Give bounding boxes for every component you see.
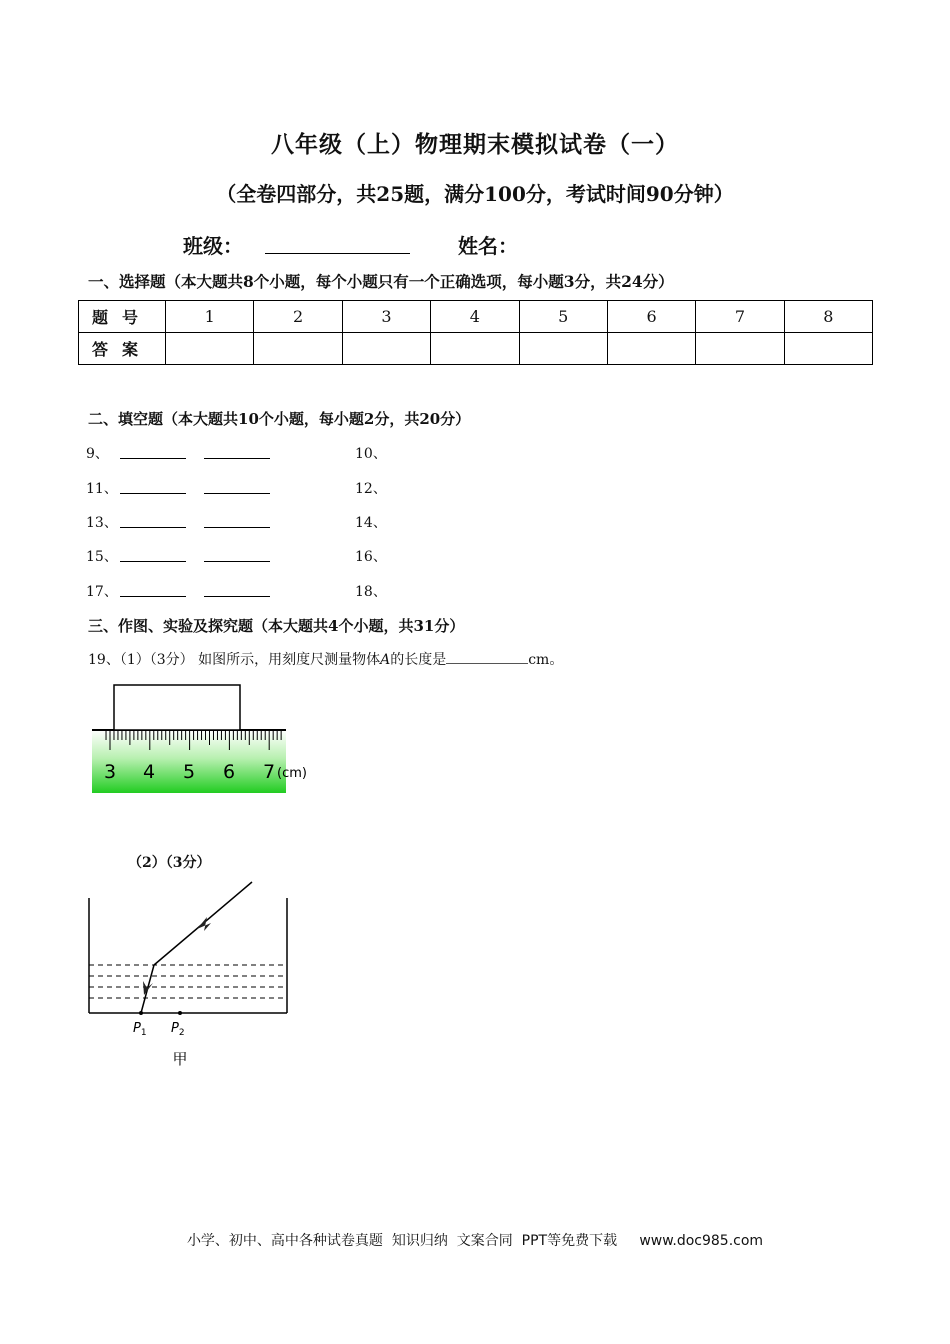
table-cell: 2 — [254, 301, 342, 333]
fill-blank[interactable] — [204, 458, 270, 459]
fill-item-label: 9、 — [86, 446, 109, 462]
fill-blank[interactable] — [120, 458, 186, 459]
ruler-figure — [88, 680, 328, 800]
q19-middle: 的长度是 — [390, 652, 447, 668]
answer-cell[interactable] — [431, 333, 519, 365]
ruler-label: 7 — [262, 761, 276, 783]
table-cell: 5 — [519, 301, 607, 333]
fill-item-label: 12、 — [355, 481, 387, 497]
question-19-part2: （2）（3分） — [128, 855, 211, 871]
fill-item-label: 17、 — [86, 584, 118, 600]
table-cell: 3 — [342, 301, 430, 333]
answer-table — [78, 300, 873, 365]
table-row-numbers — [79, 301, 873, 333]
answer-cell[interactable] — [254, 333, 342, 365]
fill-item-label: 13、 — [86, 515, 118, 531]
q19-answer-blank[interactable] — [446, 651, 528, 664]
answer-cell[interactable] — [607, 333, 695, 365]
figure-caption: 甲 — [172, 1050, 188, 1068]
fill-blank[interactable] — [204, 493, 270, 494]
question-19-part1 — [88, 649, 563, 669]
footer-text: 小学、初中、高中各种试卷真题 知识归纳 文案合同 PPT等免费下载 www.doc985.com — [186, 1233, 764, 1249]
section3-title: 三、作图、实验及探究题（本大题共4个小题，共31分） — [88, 617, 465, 635]
ruler-label: 3 — [103, 761, 117, 783]
refraction-figure — [80, 875, 300, 1075]
q19-prefix: 19、（1）（3分） 如图所示，用刻度尺测量物体 — [88, 652, 381, 668]
ruler-unit: (cm) — [277, 766, 307, 781]
fill-item-label: 16、 — [355, 549, 387, 565]
table-cell: 8 — [784, 301, 872, 333]
page-title: 八年级（上）物理期末模拟试卷（一） — [271, 131, 679, 158]
fill-item-label: 11、 — [86, 481, 118, 497]
fill-item-label: 10、 — [355, 446, 387, 462]
fill-blank[interactable] — [204, 596, 270, 597]
class-field[interactable] — [265, 253, 410, 254]
fill-blank[interactable] — [120, 527, 186, 528]
point-p2-label: $P_2$ — [171, 1021, 185, 1038]
table-row-answers — [79, 333, 873, 365]
refracted-arrow-icon — [143, 981, 153, 995]
q19-variable: A — [380, 652, 391, 668]
answer-cell[interactable] — [342, 333, 430, 365]
section1-title: 一、选择题（本大题共8个小题，每个小题只有一个正确选项，每小题3分，共24分） — [88, 272, 674, 291]
table-cell: 1 — [166, 301, 254, 333]
fill-item-label: 15、 — [86, 549, 118, 565]
water-surface-lines — [89, 965, 287, 998]
point-p2-dot — [178, 1011, 182, 1015]
answer-cell[interactable] — [166, 333, 254, 365]
row-label-number: 题号 — [79, 301, 166, 333]
fill-blank[interactable] — [120, 561, 186, 562]
fill-item-label: 14、 — [355, 515, 387, 531]
fill-blank[interactable] — [120, 493, 186, 494]
row-label-answer: 答案 — [79, 333, 166, 365]
fill-blank[interactable] — [204, 527, 270, 528]
table-cell: 7 — [696, 301, 784, 333]
answer-cell[interactable] — [519, 333, 607, 365]
fill-blank[interactable] — [120, 596, 186, 597]
page-subtitle: （全卷四部分，共25题，满分100分，考试时间90分钟） — [216, 182, 734, 206]
section2-title: 二、填空题（本大题共10个小题，每小题2分，共20分） — [88, 410, 471, 428]
answer-cell[interactable] — [696, 333, 784, 365]
table-cell: 6 — [607, 301, 695, 333]
ruler-label: 6 — [222, 761, 236, 783]
q19-unit: cm。 — [528, 652, 564, 668]
answer-cell[interactable] — [784, 333, 872, 365]
fill-item-label: 18、 — [355, 584, 387, 600]
class-label: 班级： — [183, 234, 243, 258]
name-label: 姓名： — [458, 234, 518, 258]
table-cell: 4 — [431, 301, 519, 333]
ruler-label: 4 — [142, 761, 156, 783]
point-p1-label: $P_1$ — [133, 1021, 147, 1038]
fill-blank[interactable] — [204, 561, 270, 562]
object-a — [114, 685, 240, 730]
ruler-label: 5 — [182, 761, 196, 783]
point-p1-dot — [139, 1011, 143, 1015]
